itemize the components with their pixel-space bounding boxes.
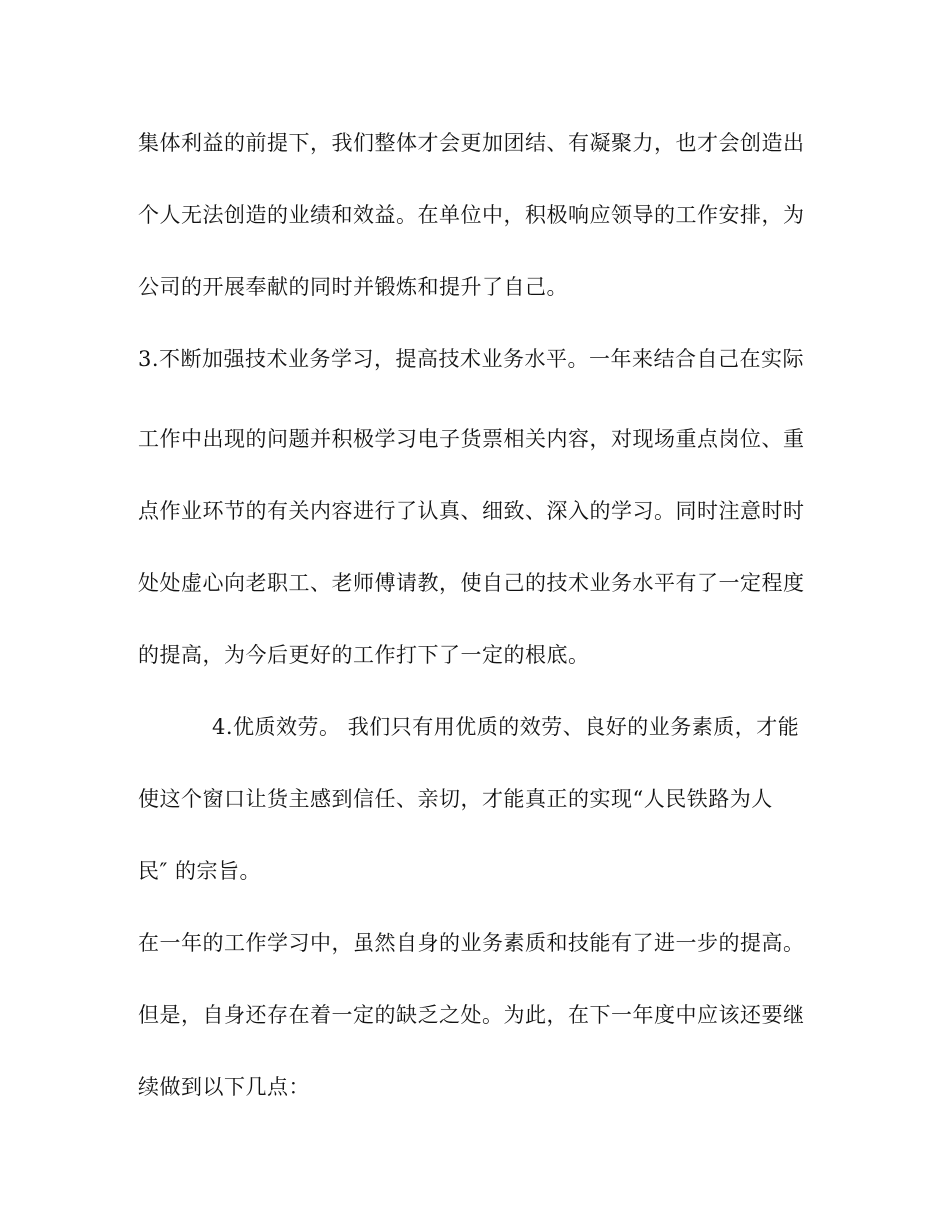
text-line-3: 公司的开展奉献的同时并锻炼和提升了自己。 [138, 275, 568, 299]
text-line-2: 个人无法创造的业绩和效益。在单位中，积极响应领导的工作安排，为 [138, 203, 805, 227]
text-line-5: 工作中出现的问题并积极学习电子货票相关内容，对现场重点岗位、重 [138, 427, 805, 451]
text-line-13: 但是，自身还存在着一定的缺乏之处。为此，在下一年度中应该还要继 [138, 1003, 805, 1027]
text-line-14: 续做到以下几点： [138, 1075, 310, 1099]
text-line-9: 4.优质效劳。 我们只有用优质的效劳、良好的业务素质，才能 [212, 715, 800, 739]
text-line-6: 点作业环节的有关内容进行了认真、细致、深入的学习。同时注意时时 [138, 499, 805, 523]
text-line-4: 3.不断加强技术业务学习，提高技术业务水平。一年来结合自己在实际 [138, 347, 805, 371]
text-line-7: 处处虚心向老职工、老师傅请教，使自己的技术业务水平有了一定程度 [138, 571, 805, 595]
text-line-1: 集体利益的前提下，我们整体才会更加团结、有凝聚力，也才会创造出 [138, 131, 805, 155]
text-line-11: 民″ 的宗旨。 [138, 859, 262, 883]
text-line-10: 使这个窗口让货主感到信任、亲切，才能真正的实现“人民铁路为人 [138, 787, 773, 811]
text-line-8: 的提高，为今后更好的工作打下了一定的根底。 [138, 643, 590, 667]
text-line-12: 在一年的工作学习中，虽然自身的业务素质和技能有了进一步的提高。 [138, 931, 805, 955]
